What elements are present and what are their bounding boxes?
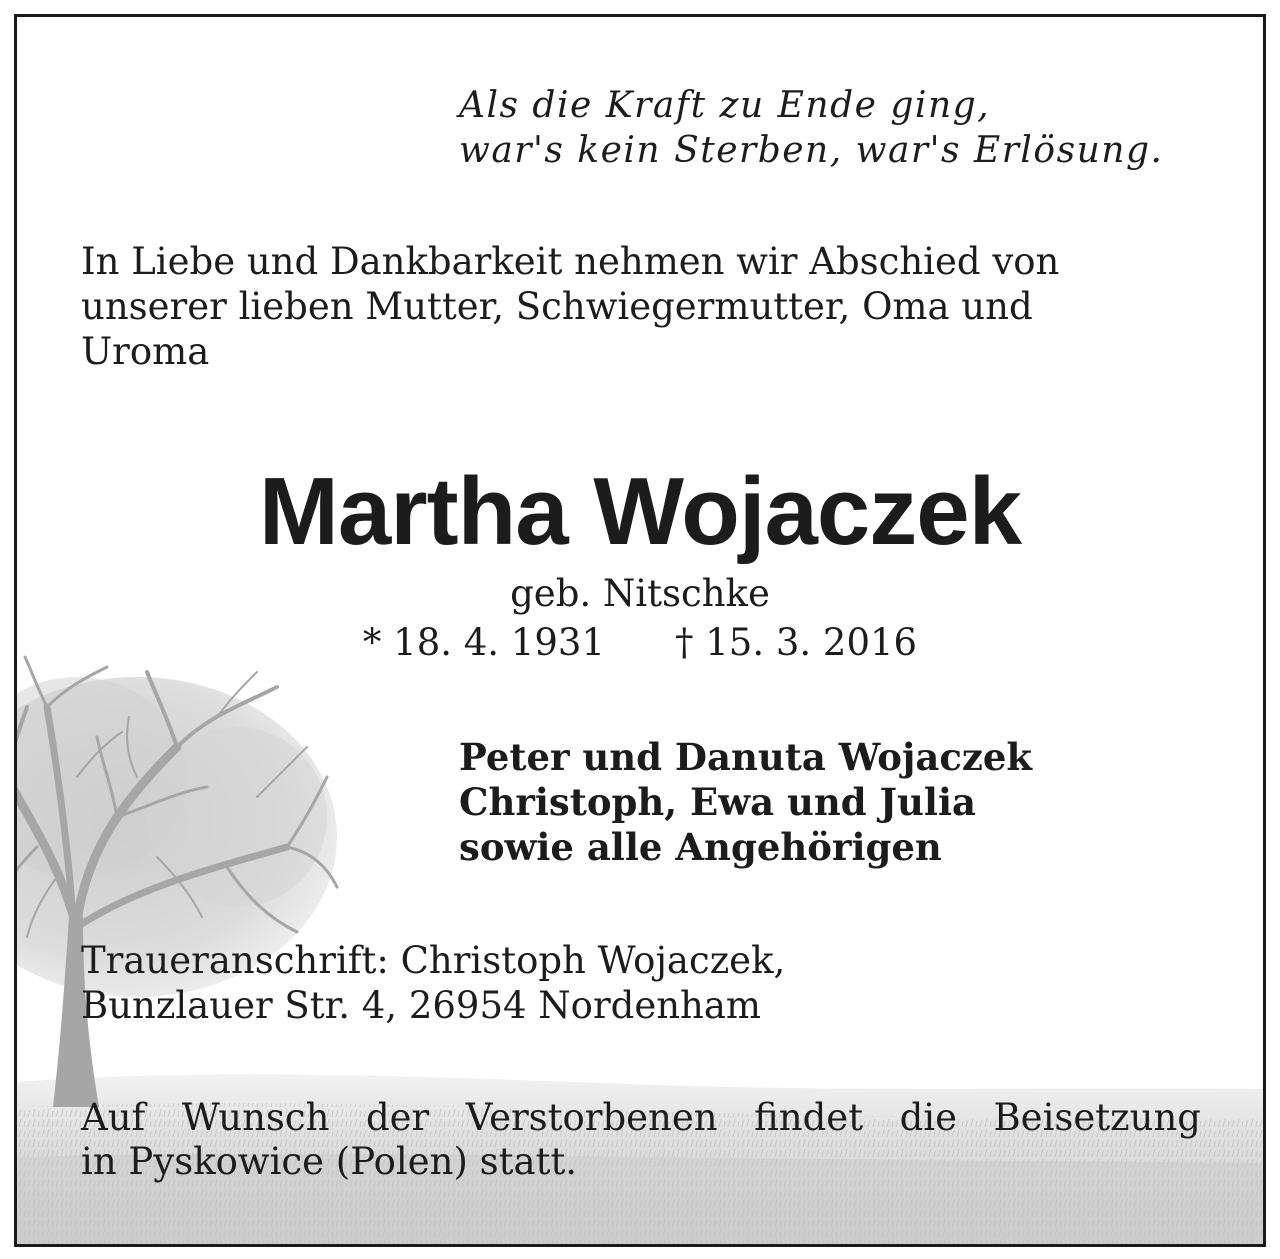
birth-date: * 18. 4. 1931 bbox=[362, 621, 605, 664]
address-line: Traueranschrift: Christoph Wojaczek, bbox=[81, 939, 786, 982]
mourner-line: Peter und Danuta Wojaczek bbox=[459, 735, 1033, 779]
mourning-address bbox=[81, 938, 785, 1028]
mourners-list bbox=[459, 735, 1032, 870]
deceased-name: Martha Wojaczek bbox=[258, 458, 1022, 565]
intro-line: In Liebe und Dankbarkeit nehmen wir Abschied von bbox=[81, 240, 1060, 283]
motto-line: war's kein Sterben, war's Erlösung. bbox=[459, 130, 1164, 171]
mourner-line: sowie alle Angehörigen bbox=[459, 825, 942, 869]
mourner-line: Christoph, Ewa und Julia bbox=[459, 780, 976, 824]
burial-note bbox=[81, 1096, 1201, 1184]
death-date: † 15. 3. 2016 bbox=[675, 621, 918, 664]
life-dates bbox=[17, 621, 1263, 665]
intro-text bbox=[81, 239, 1059, 374]
motto-line: Als die Kraft zu Ende ging, bbox=[459, 85, 991, 126]
intro-line: unserer lieben Mutter, Schwiegermutter, Oma und bbox=[81, 285, 1033, 328]
motto-quote bbox=[459, 83, 1163, 173]
obituary-notice bbox=[14, 14, 1266, 1247]
maiden-name: geb. Nitschke bbox=[510, 572, 770, 615]
address-line: Bunzlauer Str. 4, 26954 Nordenham bbox=[81, 984, 762, 1027]
burial-line: in Pyskowice (Polen) statt. bbox=[81, 1140, 578, 1183]
burial-line: Auf Wunsch der Verstorbenen findet die Beisetzung bbox=[81, 1096, 1201, 1139]
intro-line: Uroma bbox=[81, 330, 210, 373]
